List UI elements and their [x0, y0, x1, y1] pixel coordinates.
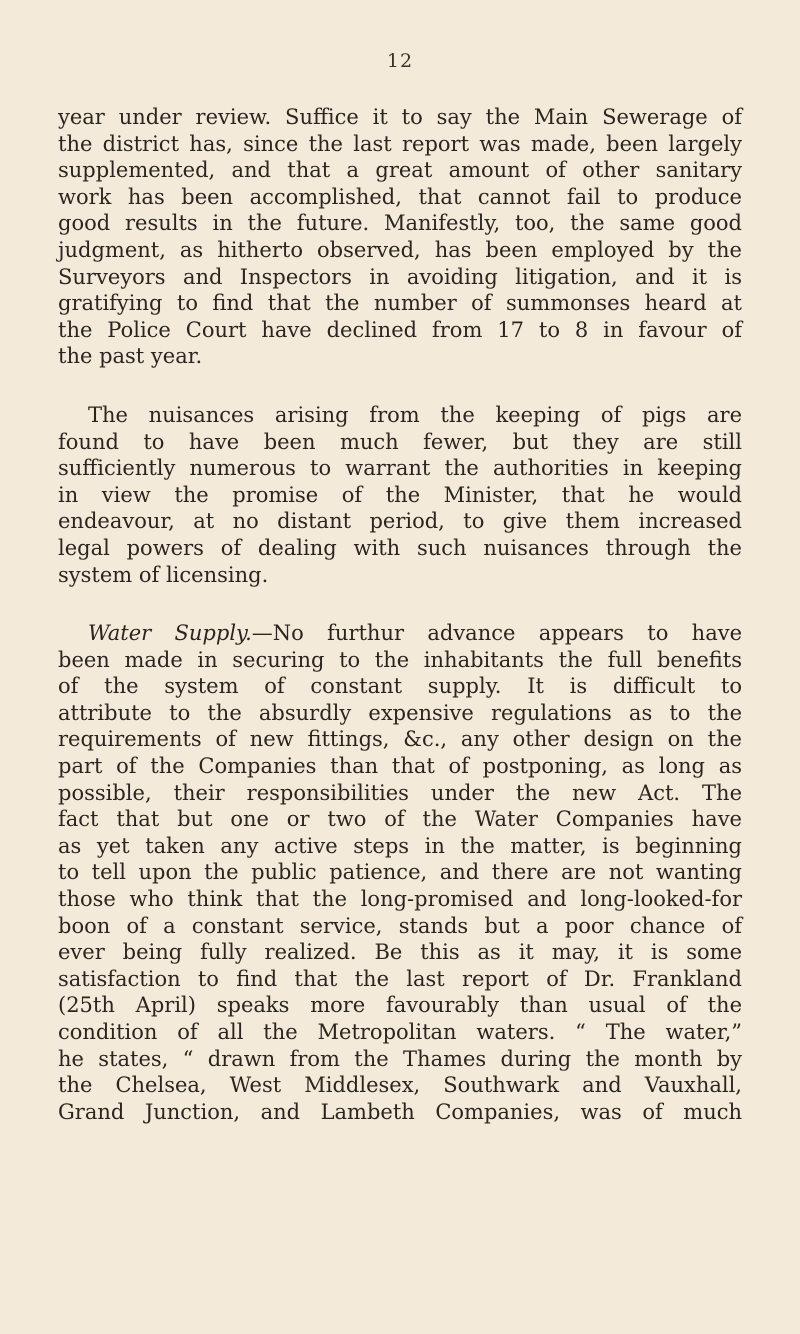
text-line: system of licensing. — [58, 562, 269, 587]
page-number: 12 — [386, 50, 414, 72]
paragraph-main-sewerage — [58, 104, 742, 370]
text-line: to tell upon the public patience, and there are not wanting — [58, 860, 742, 885]
paragraph-pig-nuisances — [58, 402, 742, 588]
text-line: attribute to the absurdly expensive regulations as to the — [58, 700, 742, 725]
text-line: endeavour, at no distant period, to give them increased — [58, 509, 742, 534]
text-line: part of the Companies than that of postponing, as long as — [58, 754, 742, 779]
text-line: good results in the future. Manifestly, too, the same good — [58, 211, 742, 236]
text-line: (25th April) speaks more favourably than usual of the — [58, 993, 742, 1018]
text-line: found to have been much fewer, but they are still — [58, 429, 742, 454]
text-line: as yet taken any active steps in the matter, is beginning — [58, 833, 742, 858]
text-line: ever being fully realized. Be this as it may, it is some — [58, 940, 742, 965]
text-line: requirements of new fittings, &c., any other design on the — [58, 727, 742, 752]
paragraph-water-supply — [58, 620, 742, 1125]
text-line: in view the promise of the Minister, that he would — [58, 482, 742, 507]
text-line: judgment, as hitherto observed, has been employed by the — [58, 237, 742, 262]
text-line: sufficiently numerous to warrant the authorities in keeping — [58, 456, 742, 481]
text-line: those who think that the long-promised and long-looked-for — [58, 887, 742, 912]
text-line: of the system of constant supply. It is difficult to — [58, 674, 742, 699]
text-line: he states, “ drawn from the Thames during the month by — [58, 1046, 742, 1071]
text-line: legal powers of dealing with such nuisances through the — [58, 535, 742, 560]
text-line: fact that but one or two of the Water Companies have — [58, 807, 742, 832]
text-line: work has been accomplished, that cannot fail to produce — [58, 184, 742, 209]
text-line: supplemented, and that a great amount of other sanitary — [58, 158, 742, 183]
text-line: the past year. — [58, 344, 203, 369]
text-line: possible, their responsibilities under the new Act. The — [58, 780, 742, 805]
text-line: the district has, since the last report was made, been largely — [58, 131, 742, 156]
text-line: gratifying to find that the number of summonses heard at — [58, 291, 742, 316]
text-line: condition of all the Metropolitan waters. “ The water,” — [58, 1020, 742, 1044]
text-line: been made in securing to the inhabitants the full benefits — [58, 647, 742, 672]
section-heading: Water Supply. — [88, 621, 252, 646]
text-line: the Chelsea, West Middlesex, Southwark and Vauxhall, — [58, 1073, 742, 1098]
text-line: Surveyors and Inspectors in avoiding litigation, and it is — [58, 264, 742, 289]
text-line: year under review. Suffice it to say the Main Sewerage of — [58, 105, 742, 129]
text-line: The nuisances arising from the keeping of pigs are — [88, 402, 742, 427]
text-line — [58, 620, 742, 647]
text-line: Grand Junction, and Lambeth Companies, was of much — [58, 1099, 742, 1124]
body-text — [58, 104, 742, 1157]
text-line: the Police Court have declined from 17 to 8 in favour of — [58, 317, 742, 342]
text-line: satisfaction to find that the last report of Dr. Frankland — [58, 966, 742, 991]
text-line: boon of a constant service, stands but a poor chance of — [58, 913, 742, 938]
text-run: —No furthur advance appears to have — [251, 621, 743, 646]
